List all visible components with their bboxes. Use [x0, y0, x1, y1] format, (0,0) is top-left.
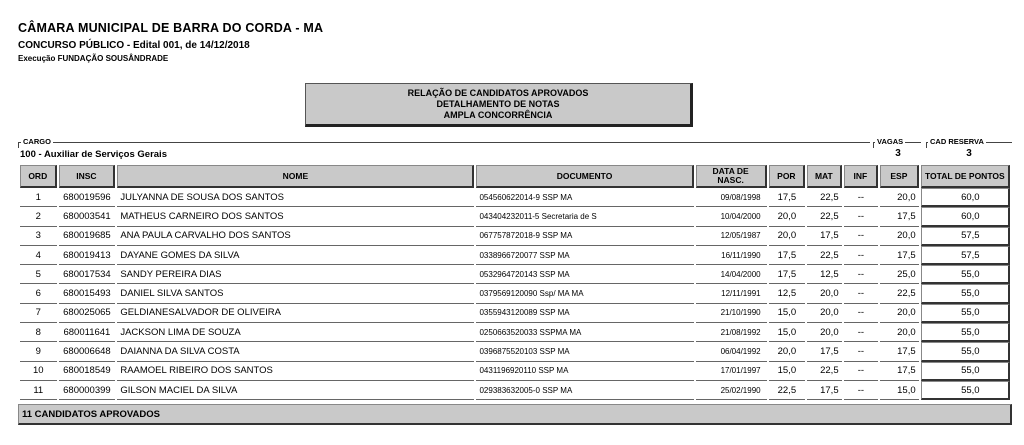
cell-mat: 22,5	[807, 207, 841, 226]
cell-data: 10/04/2000	[696, 207, 767, 226]
col-header-por: POR	[769, 165, 806, 188]
cell-inf: --	[844, 381, 878, 400]
table-row	[20, 265, 1010, 284]
cell-esp: 17,5	[880, 362, 919, 381]
table-row	[20, 323, 1010, 342]
col-header-esp: ESP	[880, 165, 919, 188]
cell-total: 57,5	[921, 227, 1010, 246]
cell-data: 17/01/1997	[696, 362, 767, 381]
col-header-total: TOTAL DE PONTOS	[921, 165, 1010, 188]
cell-data: 21/08/1992	[696, 323, 767, 342]
cell-nome: ANA PAULA CARVALHO DOS SANTOS	[117, 227, 474, 246]
cell-ord: 10	[20, 362, 57, 381]
cell-esp: 22,5	[880, 284, 919, 303]
cell-nome: JULYANNA DE SOUSA DOS SANTOS	[117, 188, 474, 207]
cell-total: 55,0	[921, 265, 1010, 284]
col-header-data-nasc	[696, 165, 767, 188]
cell-esp: 20,0	[880, 323, 919, 342]
table-row	[20, 188, 1010, 207]
cell-nome: RAAMOEL RIBEIRO DOS SANTOS	[117, 362, 474, 381]
cell-insc: 680018549	[59, 362, 116, 381]
table-row	[20, 362, 1010, 381]
cell-data: 12/05/1987	[696, 227, 767, 246]
cell-esp: 20,0	[880, 188, 919, 207]
cell-ord: 9	[20, 342, 57, 361]
cell-mat: 22,5	[807, 362, 841, 381]
cell-total: 55,0	[921, 342, 1010, 361]
col-header-inf: INF	[844, 165, 878, 188]
col-header-nome: NOME	[117, 165, 474, 188]
cargo-value: 100 - Auxiliar de Serviços Gerais	[20, 149, 167, 160]
cell-data: 09/08/1998	[696, 188, 767, 207]
table-row	[20, 342, 1010, 361]
cell-documento: 0250663520033 SSPMA MA	[476, 323, 693, 342]
cell-ord: 3	[20, 227, 57, 246]
cell-insc: 680025065	[59, 304, 116, 323]
cell-total: 55,0	[921, 304, 1010, 323]
cell-nome: DAIANNA DA SILVA COSTA	[117, 342, 474, 361]
cell-insc: 680015493	[59, 284, 116, 303]
cell-total: 55,0	[921, 284, 1010, 303]
cell-data: 16/11/1990	[696, 246, 767, 265]
cell-data: 06/04/1992	[696, 342, 767, 361]
cell-documento: 0532964720143 SSP MA	[476, 265, 693, 284]
cell-documento: 029383632005-0 SSP MA	[476, 381, 693, 400]
cell-ord: 5	[20, 265, 57, 284]
cell-esp: 25,0	[880, 265, 919, 284]
cell-mat: 20,0	[807, 284, 841, 303]
cell-total: 60,0	[921, 207, 1010, 226]
cell-por: 15,0	[769, 323, 806, 342]
table-row	[20, 304, 1010, 323]
table-row	[20, 207, 1010, 226]
cad-reserva-value: 3	[966, 148, 972, 159]
cell-mat: 17,5	[807, 227, 841, 246]
cell-documento: 0431196920110 SSP MA	[476, 362, 693, 381]
cell-por: 17,5	[769, 265, 806, 284]
cell-por: 22,5	[769, 381, 806, 400]
cell-data: 25/02/1990	[696, 381, 767, 400]
col-header-documento: DOCUMENTO	[476, 165, 693, 188]
vagas-label: VAGAS	[877, 137, 904, 146]
cell-inf: --	[844, 207, 878, 226]
cell-inf: --	[844, 188, 878, 207]
cell-total: 60,0	[921, 188, 1010, 207]
execucao-line: Execução FUNDAÇÃO SOUSÂNDRADE	[18, 54, 169, 63]
report-title-line2: DETALHAMENTO DE NOTAS	[436, 99, 560, 109]
cell-ord: 1	[20, 188, 57, 207]
cell-mat: 17,5	[807, 342, 841, 361]
cell-insc: 680017534	[59, 265, 116, 284]
cell-inf: --	[844, 227, 878, 246]
cell-documento: 0338966720077 SSP MA	[476, 246, 693, 265]
cell-mat: 22,5	[807, 188, 841, 207]
cell-nome: GELDIANESALVADOR DE OLIVEIRA	[117, 304, 474, 323]
concurso-subtitle: CONCURSO PÚBLICO - Edital 001, de 14/12/2018	[18, 40, 250, 51]
cell-esp: 17,5	[880, 207, 919, 226]
cell-total: 55,0	[921, 323, 1010, 342]
cell-inf: --	[844, 246, 878, 265]
cell-ord: 8	[20, 323, 57, 342]
table-body	[20, 188, 1010, 400]
cell-documento: 0355943120089 SSP MA	[476, 304, 693, 323]
cad-reserva-frame-left	[926, 142, 927, 148]
cell-total: 57,5	[921, 246, 1010, 265]
table-header-row	[20, 165, 1010, 188]
cell-mat: 17,5	[807, 381, 841, 400]
cell-por: 15,0	[769, 304, 806, 323]
cell-mat: 22,5	[807, 246, 841, 265]
table-row	[20, 246, 1010, 265]
report-title-line3: AMPLA CONCORRÊNCIA	[443, 110, 553, 120]
cargo-frame-line	[18, 142, 870, 143]
cell-por: 17,5	[769, 246, 806, 265]
cell-insc: 680000399	[59, 381, 116, 400]
organization-title: CÂMARA MUNICIPAL DE BARRA DO CORDA - MA	[18, 21, 324, 35]
cell-total: 55,0	[921, 362, 1010, 381]
cell-por: 20,0	[769, 207, 806, 226]
cell-nome: MATHEUS CARNEIRO DOS SANTOS	[117, 207, 474, 226]
cell-ord: 2	[20, 207, 57, 226]
cell-esp: 20,0	[880, 304, 919, 323]
cell-documento: 054560622014-9 SSP MA	[476, 188, 693, 207]
results-table	[18, 165, 1012, 400]
cell-insc: 680006648	[59, 342, 116, 361]
cell-ord: 11	[20, 381, 57, 400]
approved-count-footer: 11 CANDIDATOS APROVADOS	[18, 404, 1012, 425]
cell-data: 21/10/1990	[696, 304, 767, 323]
cell-documento: 043404232011-5 Secretaria de S	[476, 207, 693, 226]
cell-nome: DANIEL SILVA SANTOS	[117, 284, 474, 303]
report-title-box	[305, 83, 693, 127]
cell-esp: 15,0	[880, 381, 919, 400]
cell-por: 20,0	[769, 342, 806, 361]
cell-ord: 7	[20, 304, 57, 323]
cell-por: 12,5	[769, 284, 806, 303]
cell-por: 17,5	[769, 188, 806, 207]
cell-inf: --	[844, 362, 878, 381]
cell-insc: 680019596	[59, 188, 116, 207]
cell-insc: 680003541	[59, 207, 116, 226]
cell-nome: DAYANE GOMES DA SILVA	[117, 246, 474, 265]
cell-inf: --	[844, 342, 878, 361]
col-header-data-line1: DATA DE	[712, 166, 749, 176]
cell-inf: --	[844, 284, 878, 303]
cell-mat: 12,5	[807, 265, 841, 284]
table-row	[20, 284, 1010, 303]
cell-inf: --	[844, 304, 878, 323]
col-header-insc: INSC	[59, 165, 116, 188]
col-header-mat: MAT	[807, 165, 841, 188]
cell-mat: 20,0	[807, 323, 841, 342]
vagas-value: 3	[895, 148, 901, 159]
cell-data: 12/11/1991	[696, 284, 767, 303]
cell-inf: --	[844, 265, 878, 284]
cell-inf: --	[844, 323, 878, 342]
cell-nome: GILSON MACIEL DA SILVA	[117, 381, 474, 400]
cell-insc: 680019413	[59, 246, 116, 265]
cell-documento: 0379569120090 Ssp/ MA MA	[476, 284, 693, 303]
cell-ord: 4	[20, 246, 57, 265]
cell-por: 15,0	[769, 362, 806, 381]
col-header-data-line2: NASC.	[717, 175, 744, 185]
col-header-ord: ORD	[20, 165, 57, 188]
cargo-frame-left	[18, 142, 19, 148]
cargo-label: CARGO	[23, 137, 51, 146]
report-title-line1: RELAÇÃO DE CANDIDATOS APROVADOS	[407, 88, 589, 98]
cell-documento: 0396875520103 SSP MA	[476, 342, 693, 361]
cell-esp: 17,5	[880, 246, 919, 265]
cell-ord: 6	[20, 284, 57, 303]
cad-reserva-label: CAD RESERVA	[930, 137, 984, 146]
cell-insc: 680019685	[59, 227, 116, 246]
cell-nome: SANDY PEREIRA DIAS	[117, 265, 474, 284]
table-row	[20, 381, 1010, 400]
cell-data: 14/04/2000	[696, 265, 767, 284]
cell-esp: 17,5	[880, 342, 919, 361]
cell-por: 20,0	[769, 227, 806, 246]
cell-esp: 20,0	[880, 227, 919, 246]
cell-total: 55,0	[921, 381, 1010, 400]
cell-insc: 680011641	[59, 323, 116, 342]
cell-documento: 067757872018-9 SSP MA	[476, 227, 693, 246]
cell-nome: JACKSON LIMA DE SOUZA	[117, 323, 474, 342]
table-row	[20, 227, 1010, 246]
cell-mat: 20,0	[807, 304, 841, 323]
